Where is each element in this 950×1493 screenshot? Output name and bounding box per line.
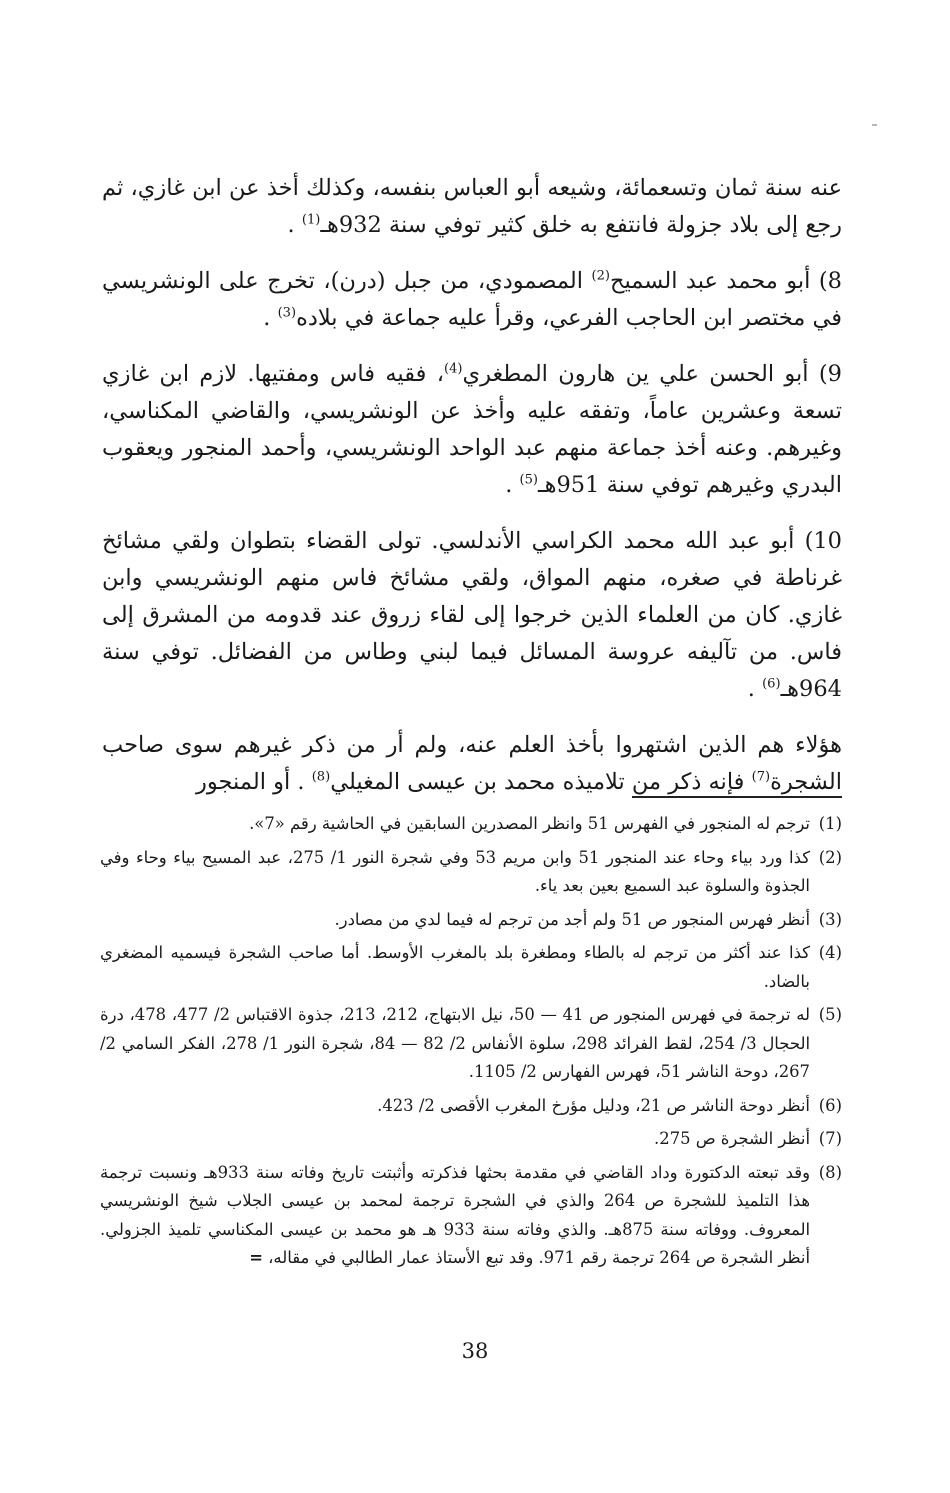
- footnote-text: أنظر الشجرة ص 275.: [654, 1129, 810, 1148]
- footnote-ref: (2): [591, 268, 610, 284]
- footnote-number: (4): [818, 943, 842, 962]
- footnote-ref: (3): [277, 305, 297, 321]
- footnotes: [100, 810, 842, 1278]
- paragraph-2: 8) أبو محمد عبد السميح$^{(2)}$ المصمودي، من جبل (درن)، تخرج على الونشريسي في مختصر ابن الحاجب الفرعي، وقرأ عليه جماعة في بلاده$^{(3)}$ .: [102, 268, 842, 331]
- paragraph-4: 10) أبو عبد الله محمد الكراسي الأندلسي. تولى القضاء بتطوان ولقي مشائخ غرناطة في صغره، منهم المواق، ولقي مشائخ فاس منهم الونشريسي وابن غازي. كان من العلماء الذين خرجوا إلى لقاء زروق عند قدومه من المشرق إلى فاس. من تآليفه عروسة المسائل فيما لبني وطاس من الفضائل. توفي سنة 964هـ$^{(6)}$ .: [102, 528, 842, 702]
- footnote-number: (6): [818, 1095, 842, 1115]
- footnote-divider: [632, 796, 842, 798]
- footnote-number: (1): [818, 814, 842, 833]
- footnote-item: [100, 810, 842, 839]
- footnote-number: (3): [818, 909, 842, 929]
- footnote-number: (7): [818, 1129, 842, 1148]
- paragraph-1: عنه سنة ثمان وتسعمائة، وشيعه أبو العباس بنفسه، وكذلك أخذ عن ابن غازي، ثم رجع إلى بلاد جزولة فانتفع به خلق كثير توفي سنة 932هـ$^{(1)}$ .: [102, 175, 842, 238]
- footnote-item: [100, 1125, 842, 1154]
- page-number: 38: [461, 1339, 489, 1363]
- footnote-text: أنظر دوحة الناشر ص 21، ودليل مؤرخ المغرب الأقصى 2/ 423.: [377, 1095, 810, 1115]
- paragraph-3: 9) أبو الحسن علي ين هارون المطغري$^{(4)}$، فقيه فاس ومفتيها. لازم ابن غازي تسعة وعشرين عاماً، وتفقه عليه وأخذ عن الونشريسي، والقاضي المكناسي، وغيرهم. وعنه أخذ جماعة منهم عبد الواحد الونشريسي، وأحمد المنجور ويعقوب البدري وغيرهم توفي سنة 951هـ$^{(5)}$ .: [102, 361, 842, 498]
- footnote-item: [100, 939, 842, 996]
- footnote-text: أنظر فهرس المنجور ص 51 ولم أجد من ترجم له فيما لدي من مصادر.: [334, 909, 810, 929]
- footnote-item: [100, 844, 842, 901]
- footnote-text: ترجم له المنجور في الفهرس 51 وانظر المصدرين السابقين في الحاشية رقم «7».: [249, 814, 810, 833]
- footnote-ref: (6): [762, 676, 781, 692]
- footnote-number: (2): [818, 847, 842, 867]
- continuation-mark: =: [249, 1248, 263, 1267]
- footnote-item: [100, 1159, 842, 1273]
- main-text: [102, 170, 842, 820]
- footnote-ref: (1): [301, 212, 321, 228]
- footnote-ref: (7): [751, 769, 771, 785]
- scan-mark: [872, 124, 877, 126]
- footnote-text: له ترجمة في فهرس المنجور ص 41 — 50، نيل الابتهاج، 212، 213، جذوة الاقتباس 2/ 477، 478، درة الحجال 3/ 254، لقط الفرائد 298، سلوة الأنفاس 2/ 82 — 84، شجرة النور 1/ 278، الفكر السامي 2/ 267، دوحة الناشر 51، فهرس الفهارس 2/ 1105.: [100, 1005, 811, 1081]
- footnote-number: (5): [818, 1005, 842, 1024]
- footnote-text: كذا عند أكثر من ترجم له بالطاء ومطغرة بلد بالمغرب الأوسط. أما صاحب الشجرة فيسميه المضغري بالضاد.: [100, 943, 810, 991]
- footnote-ref: (5): [519, 472, 538, 488]
- paragraph-5: هؤلاء هم الذين اشتهروا بأخذ العلم عنه، ولم أر من ذكر غيرهم سوى صاحب الشجرة$^{(7)}$ فإنه ذكر من تلاميذه محمد بن عيسى المغيلي$^{(8)}$ . أو المنجور: [102, 732, 842, 795]
- footnote-text: كذا ورد بياء وحاء عند المنجور 51 وابن مريم 53 وفي شجرة النور 1/ 275، عبد المسيح بياء وحاء وفي الجذوة والسلوة عبد السميع بعين بعد ياء.: [100, 847, 811, 895]
- footnote-text: وقد تبعته الدكتورة وداد القاضي في مقدمة بحثها فذكرته وأثبتت تاريخ وفاته سنة 933هـ ونسبت ترجمة هذا التلميذ للشجرة ص 264 والذي في الشجرة ترجمة لمحمد بن عيسى الجلاب شيخ الونشريسي المعروف. ووفاته سنة 875هـ. والذي وفاته سنة 933 هـ هو محمد بن عيسى المكناسي تلميذ الجزولي. أنظر الشجرة ص 264 ترجمة رقم 971. وقد تبع الأستاذ عمار الطالبي في مقاله، =: [100, 1162, 811, 1267]
- footnote-number: (8): [818, 1162, 842, 1182]
- footnote-item: [100, 1001, 842, 1087]
- footnote-ref: (4): [443, 361, 463, 377]
- footnote-item: [100, 1092, 842, 1121]
- footnote-item: [100, 906, 842, 935]
- footnote-ref: (8): [311, 769, 331, 785]
